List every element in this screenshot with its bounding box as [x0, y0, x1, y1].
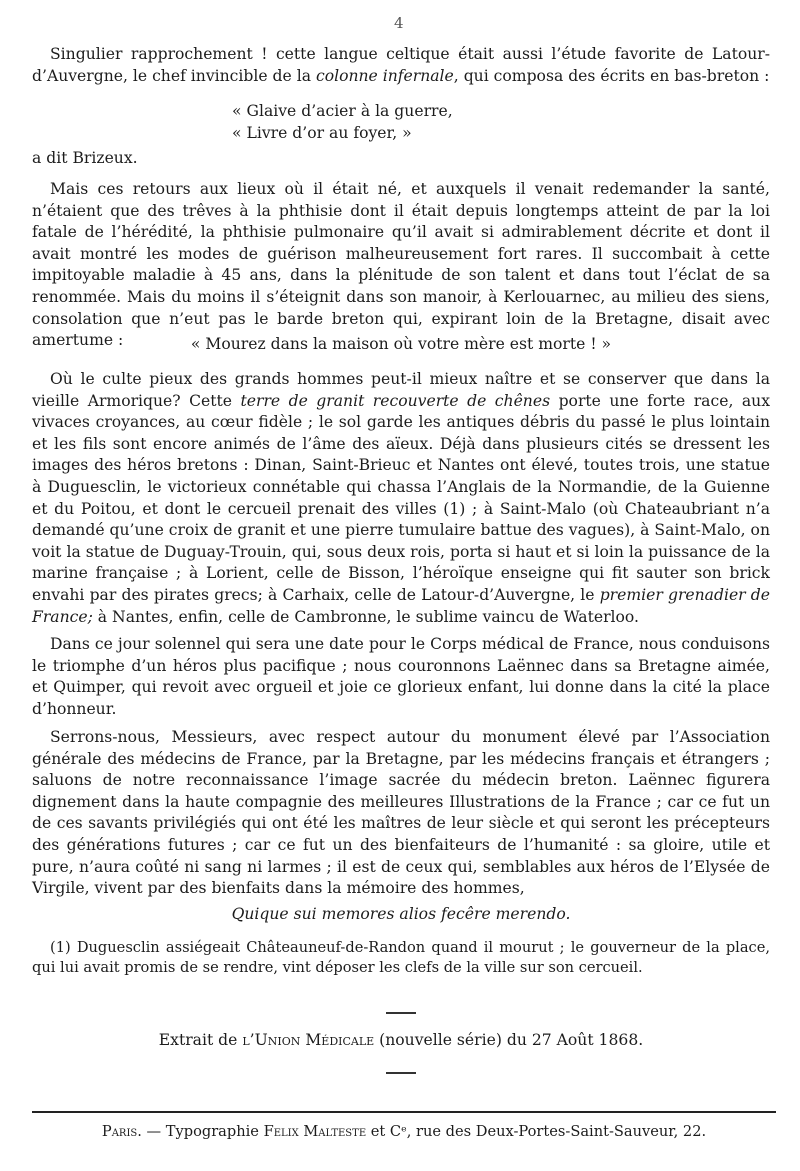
journal-name: l’Union Médicale — [242, 1031, 375, 1049]
paragraph-text: à Nantes, enfin, celle de Cambronne, le sublime vaincu de Waterloo. — [92, 607, 639, 626]
separator-dash — [386, 1072, 416, 1074]
italic-phrase: colonne infernale — [315, 66, 454, 85]
paragraph-laennec — [32, 634, 770, 720]
paragraph-phthisie — [32, 179, 770, 352]
imprint-city: Paris. — [101, 1123, 142, 1140]
quote-line-2: « Livre d’or au foyer, » — [232, 123, 412, 142]
attribution-text: a dit Brizeux. — [32, 149, 138, 167]
paragraph-serrons — [32, 727, 770, 900]
barde-quote — [32, 334, 770, 356]
page-number: 4 — [394, 14, 404, 32]
attribution — [32, 148, 770, 170]
paragraph-text: , qui composa des écrits en bas-breton : — [453, 66, 770, 85]
paragraph-text: Serrons-nous, Messieurs, avec respect autour du monument élevé par l’Association générale des médecins de France, par la Bretagne, par les médecins français et étrangers ; saluons de notre reconnaissance l’image sacrée du médecin breton. Laënnec figurera dignement dans la haute compagnie des meilleures Illustrations de la France ; car ce fut un de ces savants privilégiés qui ont été les maîtres de leur siècle et qui seront les précepteurs des générations futures ; car ce fut un des bienfaiteurs de l’humanité : sa gloire, utile et pure, n’aura coûté ni sang ni larmes ; il est de ceux qui, semblables aux héros de l’Elysée de Virgile, vivent par des bienfaits dans la mémoire des hommes, — [32, 728, 770, 898]
latin-quote-text: Quique sui memores alios fecêre merendo. — [231, 905, 571, 923]
italic-phrase: premier grenadier de France; — [32, 585, 771, 626]
footnote — [32, 938, 770, 977]
extract-text: (nouvelle série) du 27 Août 1868. — [374, 1031, 644, 1049]
imprint — [32, 1122, 776, 1142]
latin-quote — [32, 904, 770, 926]
printer-name: Felix Malteste — [263, 1123, 367, 1140]
paragraph-text: Singulier rapprochement ! cette langue celtique était aussi l’étude favorite de Latour-d’Auvergne, le chef invincible de la — [32, 45, 770, 85]
paragraph-text: Dans ce jour solennel qui sera une date pour le Corps médical de France, nous conduisons le triomphe d’un héros plus pacifique ; nous couronnons Laënnec dans sa Bretagne aimée, et Quimper, qui revoit avec orgueil et joie ce glorieux enfant, lui donne dans la cité la place d’honneur. — [32, 635, 770, 718]
italic-phrase: terre de granit recouverte de chênes — [240, 391, 551, 410]
quote-line: « Mourez dans la maison où votre mère est morte ! » — [190, 335, 612, 353]
extract-line — [32, 1030, 770, 1052]
paragraph-text: Mais ces retours aux lieux où il était né, et auxquels il venait redemander la santé, n’étaient que des trêves à la phthisie dont il était depuis longtemps atteint de par la loi fatale de l’hérédité, la phthisie pulmonaire qu’il avait si admirablement décrite et dont il avait montré les modes de guérison malheureusement fort rares. Il succombait à cette impitoyable maladie à 45 ans, dans la plénitude de son talent et dans tout l’éclat de sa renommée. Mais du moins il s’éteignit dans son manoir, à Kerlouarnec, au milieu des siens, consolation que n’eut pas le barde breton qui, expirant loin de la Bretagne, disait avec amertume : — [32, 180, 770, 350]
paragraph-latour — [32, 44, 770, 87]
brizeux-quote — [232, 101, 632, 144]
quote-line-1: « Glaive d’acier à la guerre, — [232, 102, 453, 120]
paragraph-text: porte une forte race, aux vivaces croyances, au cœur fidèle ; le sol garde les antiques débris du passé le plus lointain et les fils sont encore animés de l’âme des aïeux. Déjà dans plusieurs cités se dressent les images des héros bretons : Dinan, Saint-Brieuc et Nantes ont élevé, toutes trois, une statue à Duguesclin, le victorieux connétable qui chassa l’Anglais de la Normandie, de la Guienne et du Poitou, et dont le cercueil prenait des villes (1) ; à Saint-Malo (où Chateaubriant n’a demandé qu’une croix de granit et une pierre tumulaire battue des vagues), à Saint-Malo, on voit la statue de Duguay-Trouin, qui, sous deux rois, porta si haut et si loin la puissance de la marine française ; à Lorient, celle de Bisson, l’héroïque enseigne qui fit sauter son brick envahi par des pirates grecs; à Carhaix, celle de Latour-d’Auvergne, le — [32, 391, 771, 604]
separator-dash — [386, 1012, 416, 1014]
paragraph-text: Où le culte pieux des grands hommes peut-il mieux naître et se conserver que dans la vieille Armorique? Cette — [32, 370, 770, 410]
footnote-text: (1) Duguesclin assiégeait Châteauneuf-de-Randon quand il mourut ; le gouverneur de la place, qui lui avait promis de se rendre, vint déposer les clefs de la ville sur son cercueil. — [32, 939, 770, 976]
imprint-text: — Typographie — [141, 1123, 264, 1140]
imprint-text: et Cᵉ, rue des Deux-Portes-Saint-Sauveur, 22. — [366, 1123, 707, 1140]
paragraph-armorique — [32, 369, 770, 628]
horizontal-rule — [32, 1111, 776, 1113]
extract-text: Extrait de — [158, 1031, 243, 1049]
